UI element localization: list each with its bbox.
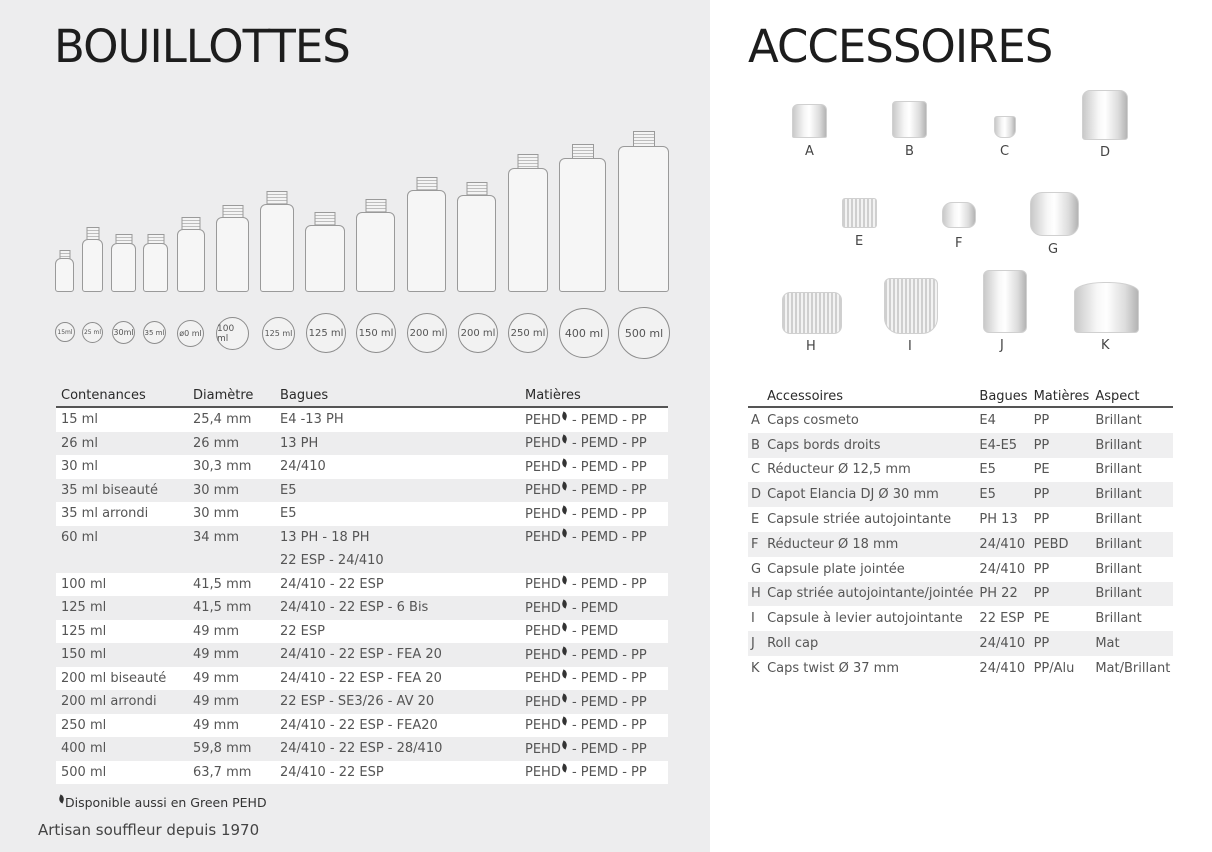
- table-row: [748, 482, 1173, 507]
- bottle-60ml: [177, 217, 205, 292]
- cell-matiere: PP: [1033, 512, 1050, 528]
- cell-contenance: 125 ml: [56, 620, 188, 644]
- cell-key: D: [748, 482, 764, 507]
- size-circle: 200 ml: [407, 313, 447, 353]
- bottle-15ml: [55, 250, 74, 292]
- cell-aspect: Brillant: [1095, 561, 1142, 577]
- table-header: [748, 386, 1173, 407]
- cell-matieres: PEHD - PEMD - PP: [520, 667, 668, 691]
- col-matieres: Matières: [1031, 386, 1093, 407]
- cell-bagues: E4-E5: [976, 433, 1030, 458]
- cell-diametre: 49 mm: [188, 620, 275, 644]
- cell-matieres: PEHD - PEMD - PP: [525, 647, 647, 663]
- cell-matiere: PE: [1033, 462, 1050, 478]
- cell-matieres: PEHD - PEMD - PP: [525, 694, 647, 710]
- cell-matiere: PP: [1033, 412, 1050, 428]
- cell-matiere: PP/Alu: [1033, 660, 1075, 676]
- cell-bagues: PH 22: [976, 582, 1030, 607]
- cell-bagues: E5: [979, 462, 996, 478]
- cell-matieres: PEHD - PEMD - PP: [525, 436, 647, 452]
- cell-bagues: 24/410 - 22 ESP: [275, 761, 520, 785]
- cell-matieres: PEHD - PEMD - PP: [520, 714, 668, 738]
- col-bagues: Bagues: [275, 385, 520, 407]
- cell-diametre: 59,8 mm: [193, 741, 252, 757]
- bottle-26ml: [82, 227, 103, 292]
- cell-diametre: 63,7 mm: [188, 761, 275, 785]
- cell-bagues: E4 -13 PH: [275, 407, 520, 432]
- diameter-circles: [52, 308, 677, 356]
- cell-matieres: PEHD - PEMD - PP: [525, 530, 647, 546]
- table-row: [56, 596, 668, 620]
- cell-contenance: 15 ml: [56, 407, 188, 432]
- table-row: [56, 761, 668, 785]
- accessoires-table: [748, 386, 1173, 681]
- bottle-200ml-b: [457, 182, 496, 292]
- cell-diametre: [188, 549, 275, 573]
- cell-bagues: E5: [275, 502, 520, 526]
- cell-bagues: 24/410: [275, 455, 520, 479]
- size-circle: 200 ml: [458, 313, 498, 353]
- col-accessoires: Accessoires: [764, 386, 976, 407]
- table-row: [748, 507, 1173, 532]
- table-row: [56, 479, 668, 503]
- size-circle: 500 ml: [618, 307, 670, 359]
- table-row: [56, 502, 668, 526]
- cell-diametre: 41,5 mm: [188, 573, 275, 597]
- table-row: [56, 737, 668, 761]
- size-circle: 25 ml: [82, 322, 103, 343]
- cell-matiere: PE: [1033, 611, 1050, 627]
- cell-key: H: [748, 582, 764, 607]
- table-row: [748, 631, 1173, 656]
- cell-key: K: [751, 660, 760, 676]
- accessoires-panel: [710, 0, 1212, 852]
- size-circle: ø0 ml: [177, 320, 204, 347]
- cell-bagues: 24/410: [976, 532, 1030, 557]
- cell-matieres: PEHD - PEMD - PP: [520, 407, 668, 432]
- cell-contenance: 200 ml arrondi: [61, 694, 157, 710]
- cell-matieres: PEHD - PEMD - PP: [520, 761, 668, 785]
- cell-bagues: 24/410 - 22 ESP - FEA 20: [275, 667, 520, 691]
- table-row: [56, 526, 668, 550]
- bottle-100ml: [216, 205, 249, 292]
- cell-contenance: 150 ml: [61, 647, 107, 663]
- table-row: [56, 455, 668, 479]
- table-row: [56, 690, 668, 714]
- cell-matiere: PEBD: [1031, 532, 1093, 557]
- cell-aspect: Mat: [1092, 631, 1173, 656]
- size-circle: 400 ml: [559, 308, 609, 358]
- cell-contenance: 35 ml biseauté: [61, 482, 159, 498]
- size-circle: 125 ml: [262, 317, 295, 350]
- cell-accessoire: Capot Elancia DJ Ø 30 mm: [764, 482, 976, 507]
- cell-bagues: E5: [280, 482, 297, 498]
- cell-matiere: PP: [1031, 582, 1093, 607]
- bottle-200ml-a: [407, 177, 446, 292]
- cell-bagues: 13 PH: [280, 435, 319, 451]
- cell-diametre: 49 mm: [193, 647, 240, 663]
- size-circle: 150 ml: [356, 313, 396, 353]
- table-row: [56, 432, 668, 456]
- cell-accessoire: Cap striée autojointante/jointée: [764, 582, 976, 607]
- cell-bagues: 24/410 - 22 ESP - FEA20: [275, 714, 520, 738]
- cell-matieres: PEHD - PEMD - PP: [520, 455, 668, 479]
- bottle-35ml: [143, 234, 168, 292]
- bottle-30ml: [111, 234, 136, 292]
- cell-contenance: 500 ml: [56, 761, 188, 785]
- cell-bagues: E4: [979, 412, 996, 428]
- bottle-lineup: [52, 120, 672, 292]
- cell-bagues: 24/410: [979, 660, 1026, 676]
- cell-diametre: 30 mm: [193, 482, 240, 498]
- cell-accessoire: Caps bords droits: [764, 433, 976, 458]
- cell-contenance: 250 ml: [56, 714, 188, 738]
- cell-accessoire: Capsule plate jointée: [767, 561, 905, 577]
- cell-diametre: 30 mm: [188, 502, 275, 526]
- cell-diametre: 25,4 mm: [188, 407, 275, 432]
- table-row: [56, 549, 668, 573]
- cell-bagues: 24/410 - 22 ESP - FEA 20: [280, 647, 442, 663]
- cell-matieres: [520, 549, 668, 573]
- cell-matieres: PEHD - PEMD - PP: [525, 741, 647, 757]
- bottle-125ml-a: [260, 191, 294, 292]
- cell-matieres: PEHD - PEMD - PP: [520, 502, 668, 526]
- cell-aspect: Brillant: [1092, 482, 1173, 507]
- cell-accessoire: Capsule à levier autojointante: [767, 611, 963, 627]
- caps-gallery: A B C D E F G H I J K: [710, 80, 1212, 370]
- cell-contenance: 100 ml: [56, 573, 188, 597]
- cell-diametre: 34 mm: [193, 529, 240, 545]
- cell-accessoire: Caps cosmeto: [767, 412, 859, 428]
- size-circle: 30ml: [112, 321, 135, 344]
- size-circle: 125 ml: [306, 313, 346, 353]
- cell-matiere: PP: [1031, 433, 1093, 458]
- bottle-400ml: [559, 144, 606, 292]
- table-row: [748, 606, 1173, 631]
- cell-contenance: 30 ml: [56, 455, 188, 479]
- table-row: [56, 714, 668, 738]
- table-header: [56, 385, 668, 407]
- cell-aspect: Brillant: [1095, 611, 1142, 627]
- cell-diametre: 49 mm: [193, 694, 240, 710]
- cell-accessoire: Réducteur Ø 18 mm: [764, 532, 976, 557]
- cell-key: J: [748, 631, 764, 656]
- cell-matiere: PP: [1031, 482, 1093, 507]
- cell-key: G: [751, 561, 762, 577]
- col-matieres: Matières: [520, 385, 668, 407]
- cell-contenance: 35 ml arrondi: [56, 502, 188, 526]
- cell-aspect: Brillant: [1092, 433, 1173, 458]
- cell-aspect: Mat/Brillant: [1095, 660, 1171, 676]
- col-bagues: Bagues: [976, 386, 1030, 407]
- cell-key: E: [751, 512, 760, 528]
- cell-matieres: PEHD - PEMD: [525, 600, 619, 616]
- cell-key: B: [748, 433, 764, 458]
- cell-diametre: 41,5 mm: [193, 600, 252, 616]
- cell-matiere: PP: [1033, 561, 1050, 577]
- table-row: [748, 458, 1173, 483]
- size-circle: 250 ml: [508, 313, 548, 353]
- cell-contenance: 200 ml biseauté: [56, 667, 188, 691]
- cell-bagues: E5: [976, 482, 1030, 507]
- table-row: [56, 667, 668, 691]
- size-circle: 15ml: [55, 322, 75, 342]
- cell-aspect: Brillant: [1095, 512, 1142, 528]
- cell-matiere: PP: [1031, 631, 1093, 656]
- cell-bagues: 22 ESP - SE3/26 - AV 20: [280, 694, 435, 710]
- cell-key: I: [751, 611, 755, 627]
- cell-accessoire: Capsule striée autojointante: [767, 512, 952, 528]
- accessoires-title: ACCESSOIRES: [748, 20, 1053, 73]
- col-aspect: Aspect: [1092, 386, 1173, 407]
- cell-contenance: 125 ml: [61, 600, 107, 616]
- cell-contenance: [56, 549, 188, 573]
- col-contenances: Contenances: [56, 385, 188, 407]
- footnote: Disponible aussi en Green PEHD: [58, 795, 267, 810]
- cell-aspect: Brillant: [1092, 582, 1173, 607]
- cell-key: C: [751, 462, 761, 478]
- cell-matieres: PEHD - PEMD - PP: [520, 573, 668, 597]
- cell-contenance: 400 ml: [61, 741, 107, 757]
- cell-bagues: 24/410 - 22 ESP - 6 Bis: [280, 600, 429, 616]
- cell-aspect: Brillant: [1092, 532, 1173, 557]
- cell-bagues: 24/410 - 22 ESP - 28/410: [280, 741, 443, 757]
- cell-diametre: 30,3 mm: [188, 455, 275, 479]
- bottle-125ml-b: [305, 212, 345, 292]
- cell-bagues: 13 PH - 18 PH: [280, 529, 370, 545]
- size-circle: 35 ml: [143, 321, 166, 344]
- bottle-250ml: [508, 154, 548, 292]
- table-row: [748, 407, 1173, 433]
- cell-matieres: PEHD - PEMD - PP: [525, 483, 647, 499]
- table-row: [748, 557, 1173, 582]
- cell-contenance: 26 ml: [61, 435, 98, 451]
- table-row: [56, 573, 668, 597]
- tagline: Artisan souffleur depuis 1970: [38, 821, 260, 839]
- table-row: [748, 433, 1173, 458]
- cell-bagues: 24/410 - 22 ESP: [275, 573, 520, 597]
- cell-aspect: Brillant: [1095, 412, 1142, 428]
- table-row: [56, 620, 668, 644]
- bottle-500ml: [618, 131, 669, 292]
- bottle-150ml: [356, 199, 395, 292]
- cell-aspect: Brillant: [1095, 462, 1142, 478]
- cell-diametre: 49 mm: [188, 667, 275, 691]
- col-key: [748, 386, 764, 407]
- bouillottes-table: [56, 385, 668, 784]
- cell-bagues: 22 ESP: [979, 611, 1025, 627]
- cell-bagues: 24/410: [979, 561, 1026, 577]
- cell-diametre: 26 mm: [193, 435, 240, 451]
- cell-bagues: 22 ESP - 24/410: [280, 553, 384, 569]
- table-row: [748, 532, 1173, 557]
- cell-bagues: 22 ESP: [275, 620, 520, 644]
- size-circle: 100 ml: [216, 317, 249, 350]
- cell-accessoire: Réducteur Ø 12,5 mm: [767, 462, 911, 478]
- cell-accessoire: Roll cap: [764, 631, 976, 656]
- table-row: [748, 582, 1173, 607]
- bouillottes-title: BOUILLOTTES: [54, 20, 350, 73]
- cell-diametre: 49 mm: [188, 714, 275, 738]
- cell-key: A: [751, 412, 760, 428]
- cell-bagues: 24/410: [976, 631, 1030, 656]
- cell-bagues: PH 13: [979, 512, 1018, 528]
- col-diametre: Diamètre: [188, 385, 275, 407]
- cell-matieres: PEHD - PEMD: [520, 620, 668, 644]
- table-row: [56, 407, 668, 432]
- cell-contenance: 60 ml: [61, 529, 98, 545]
- cell-key: F: [748, 532, 764, 557]
- cell-accessoire: Caps twist Ø 37 mm: [767, 660, 899, 676]
- table-row: [748, 656, 1173, 681]
- table-row: [56, 643, 668, 667]
